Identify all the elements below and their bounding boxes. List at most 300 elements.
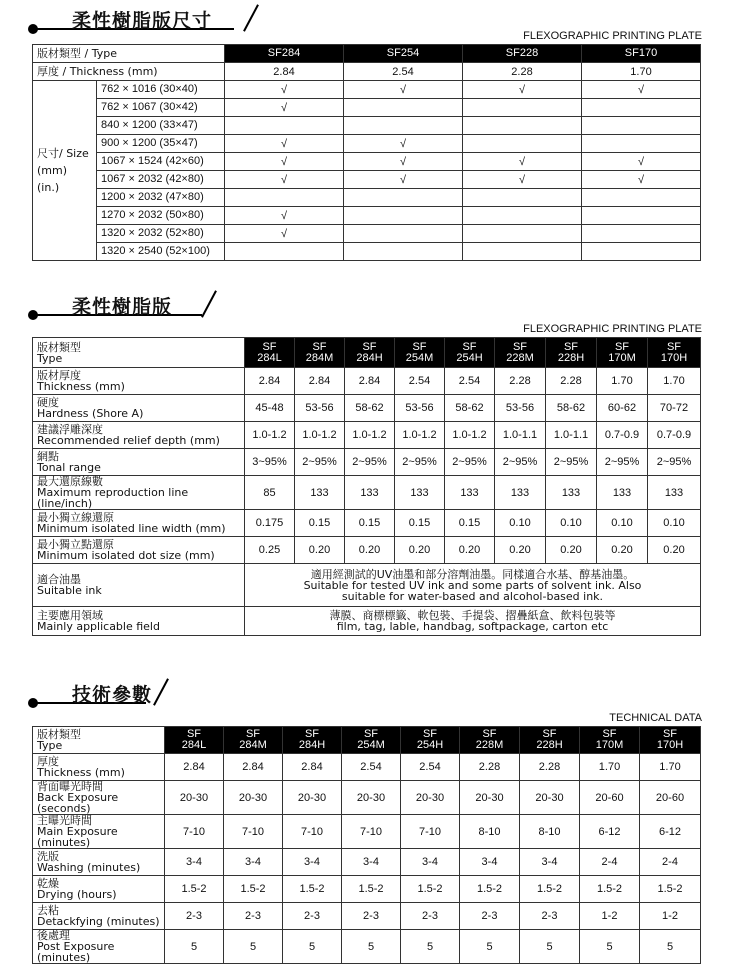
column-header-line: 228H	[536, 739, 563, 751]
check-mark-icon: √	[582, 81, 701, 99]
table-cell: 2-3	[283, 903, 342, 930]
row-label	[33, 537, 245, 564]
check-mark-icon: √	[463, 81, 582, 99]
row-label-en: Back Exposure (seconds)	[37, 791, 119, 815]
table-cell: 2~95%	[495, 449, 546, 476]
table-cell: 53-56	[395, 395, 445, 422]
table-cell: 2.84	[245, 368, 295, 395]
empty-cell	[463, 243, 582, 261]
column-header	[495, 338, 546, 368]
ink-text-zh: 適用經測試的UV油墨和部分溶劑油墨。同樣適合水基、醇基油墨。	[310, 567, 635, 581]
table-row	[33, 189, 701, 207]
size-value: 1270 × 2032 (50×80)	[97, 207, 225, 225]
table-cell: 133	[546, 476, 597, 510]
table-cell: 7-10	[342, 815, 401, 849]
table-cell: 1.70	[580, 754, 640, 781]
section1-subtitle: FLEXOGRAPHIC PRINTING PLATE	[523, 30, 702, 42]
row-label-en: Post Exposure (minutes)	[37, 940, 115, 964]
type-label	[33, 338, 245, 368]
table-row	[33, 243, 701, 261]
column-header-line: 170M	[595, 739, 624, 751]
column-header-line: 170H	[660, 351, 688, 364]
table-cell: 1.0-1.2	[395, 422, 445, 449]
ink-label-zh: 適合油墨	[37, 573, 81, 586]
column-header-line: SF	[304, 728, 320, 740]
technical-data-table	[32, 726, 701, 964]
empty-cell	[582, 135, 701, 153]
check-mark-icon: √	[344, 153, 463, 171]
table-cell: 1.5-2	[460, 876, 520, 903]
section3-title: 技術參數	[72, 684, 153, 706]
empty-cell	[582, 207, 701, 225]
check-mark-icon: √	[344, 81, 463, 99]
table-cell: 1.0-1.1	[546, 422, 597, 449]
table-cell: 0.20	[295, 537, 345, 564]
table-cell: 5	[520, 930, 580, 964]
table-cell: 2.54	[395, 368, 445, 395]
column-header	[295, 338, 345, 368]
table-cell: 1.5-2	[401, 876, 460, 903]
table-cell: 0.175	[245, 510, 295, 537]
table-row	[33, 903, 701, 930]
table-cell: 6-12	[580, 815, 640, 849]
column-header	[460, 727, 520, 754]
empty-cell	[344, 117, 463, 135]
check-mark-icon: √	[582, 171, 701, 189]
row-label-en: Thickness (mm)	[37, 766, 125, 779]
table-cell: 2.28	[495, 368, 546, 395]
table-cell: 1.5-2	[342, 876, 401, 903]
empty-cell	[463, 225, 582, 243]
row-label	[33, 849, 165, 876]
table-cell: 0.20	[495, 537, 546, 564]
table-cell: 3-4	[520, 849, 580, 876]
table-cell: 7-10	[224, 815, 283, 849]
column-header-line: SF	[602, 728, 617, 740]
table-row	[33, 153, 701, 171]
row-label-zh: 硬度	[37, 396, 59, 409]
table-cell: 8-10	[460, 815, 520, 849]
heading-slash-icon	[201, 290, 217, 317]
size-label-line: (in.)	[37, 181, 60, 194]
column-header-line: SF	[422, 728, 438, 740]
row-label	[33, 781, 165, 815]
table-row	[33, 510, 701, 537]
column-header-line: 284M	[305, 351, 334, 364]
column-header-line: 228M	[475, 739, 504, 751]
table-cell: 1.0-1.2	[345, 422, 395, 449]
type-label-en: Type	[37, 351, 63, 365]
column-header-line: SF	[262, 340, 277, 353]
table-row	[33, 135, 701, 153]
field-label	[33, 607, 245, 636]
table-cell: 2.28	[520, 754, 580, 781]
row-label-en: Hardness (Shore A)	[37, 407, 144, 420]
row-label	[33, 930, 165, 964]
table-cell: 133	[395, 476, 445, 510]
empty-cell	[344, 207, 463, 225]
check-mark-icon: √	[225, 135, 344, 153]
table-cell: 0.20	[546, 537, 597, 564]
row-label-zh: 後處理	[37, 929, 70, 942]
column-header	[345, 338, 395, 368]
empty-cell	[463, 135, 582, 153]
table-cell: 2-3	[520, 903, 580, 930]
table-cell: 20-60	[640, 781, 701, 815]
column-header-line: SF	[512, 340, 528, 353]
row-label-zh: 版材厚度	[37, 369, 81, 382]
check-mark-icon: √	[225, 99, 344, 117]
type-label-zh: 版材類型	[37, 728, 81, 741]
column-header-line: 228H	[557, 351, 585, 364]
field-text-zh: 薄膜、商標標籤、軟包裝、手提袋、摺疊紙盒、飲料包裝等	[329, 609, 616, 622]
table-cell: 0.15	[345, 510, 395, 537]
table-cell: 1.5-2	[165, 876, 224, 903]
table-cell: 20-30	[224, 781, 283, 815]
thickness-value: 2.54	[344, 63, 463, 81]
size-value: 840 × 1200 (33×47)	[97, 117, 225, 135]
table-cell: 133	[597, 476, 648, 510]
column-header-line: 254H	[416, 739, 444, 751]
table-cell: 20-30	[165, 781, 224, 815]
column-header-line: 284M	[239, 739, 267, 751]
ink-text-en: Suitable for tested UV ink and some parts of solvent ink. Also suitable for water-based and alcohol-based ink.	[303, 578, 642, 603]
column-header-line: 170M	[608, 351, 636, 364]
ink-label-en: Suitable ink	[37, 584, 102, 597]
column-header-line: SF	[362, 340, 377, 353]
table-cell: 2.84	[283, 754, 342, 781]
row-label	[33, 368, 245, 395]
table-cell: 8-10	[520, 815, 580, 849]
table-cell: 7-10	[401, 815, 460, 849]
row-label-zh: 最小獨立點還原	[37, 538, 114, 551]
row-label	[33, 476, 245, 510]
row-label	[33, 449, 245, 476]
section2-subtitle: FLEXOGRAPHIC PRINTING PLATE	[523, 323, 702, 335]
empty-cell	[463, 99, 582, 117]
table-cell: 2.84	[295, 368, 345, 395]
row-label-zh: 最小獨立線還原	[37, 511, 114, 524]
table-cell: 0.15	[445, 510, 495, 537]
check-mark-icon: √	[225, 225, 344, 243]
check-mark-icon: √	[225, 171, 344, 189]
column-header-line: 284H	[356, 351, 383, 364]
empty-cell	[463, 207, 582, 225]
empty-cell	[225, 189, 344, 207]
size-value: 1067 × 2032 (42×80)	[97, 171, 225, 189]
table-cell: 1-2	[580, 903, 640, 930]
column-header-line: SF	[662, 728, 678, 740]
size-table	[32, 44, 701, 261]
table-row	[33, 368, 701, 395]
table-cell: 3-4	[460, 849, 520, 876]
column-header-line: 254M	[357, 739, 385, 751]
empty-cell	[582, 99, 701, 117]
section3-heading	[28, 680, 188, 710]
size-value: 1320 × 2032 (52×80)	[97, 225, 225, 243]
size-value: 900 × 1200 (35×47)	[97, 135, 225, 153]
table-cell: 133	[295, 476, 345, 510]
table-cell: 58-62	[546, 395, 597, 422]
size-rows	[33, 81, 701, 261]
thickness-value: 2.28	[463, 63, 582, 81]
table-cell: 0.10	[495, 510, 546, 537]
type-label-zh: 版材類型	[37, 340, 81, 354]
table-cell: 2-3	[165, 903, 224, 930]
table-cell: 53-56	[495, 395, 546, 422]
table-cell: 6-12	[640, 815, 701, 849]
table-cell: 2-3	[342, 903, 401, 930]
table-cell: 2.28	[460, 754, 520, 781]
size-value: 1067 × 1524 (42×60)	[97, 153, 225, 171]
table-cell: 5	[224, 930, 283, 964]
check-mark-icon: √	[344, 171, 463, 189]
thickness-value: 1.70	[582, 63, 701, 81]
row-label-zh: 最大還原線數	[37, 475, 103, 488]
table-cell: 133	[345, 476, 395, 510]
table-cell: 133	[495, 476, 546, 510]
empty-cell	[344, 243, 463, 261]
size-value: 762 × 1067 (30×42)	[97, 99, 225, 117]
table-cell: 3-4	[401, 849, 460, 876]
column-header	[445, 338, 495, 368]
check-mark-icon: √	[582, 153, 701, 171]
table-row	[33, 81, 701, 99]
table-row	[33, 607, 701, 636]
table-row	[33, 815, 701, 849]
column-header-line: 284H	[298, 739, 326, 751]
table-cell: 1.5-2	[640, 876, 701, 903]
table-row	[33, 395, 701, 422]
empty-cell	[344, 225, 463, 243]
empty-cell	[582, 117, 701, 135]
column-header	[580, 727, 640, 754]
table-cell: 60-62	[597, 395, 648, 422]
table-cell: 20-60	[580, 781, 640, 815]
spec-rows	[33, 368, 701, 564]
ink-label	[33, 564, 245, 607]
table-cell: 2-4	[640, 849, 701, 876]
table-cell: 45-48	[245, 395, 295, 422]
thickness-label: 厚度 / Thickness (mm)	[33, 63, 225, 81]
table-cell: 2~95%	[345, 449, 395, 476]
table-cell: 0.20	[445, 537, 495, 564]
table-cell: 1.70	[597, 368, 648, 395]
table-cell: 0.10	[597, 510, 648, 537]
column-header-line: 228M	[506, 351, 534, 364]
table-cell: 85	[245, 476, 295, 510]
table-cell: 1.5-2	[283, 876, 342, 903]
table-row	[33, 476, 701, 510]
table-cell: 0.15	[395, 510, 445, 537]
table-row	[33, 338, 701, 368]
column-header	[245, 338, 295, 368]
type-label: 版材類型 / Type	[33, 45, 225, 63]
row-label-en: Washing (minutes)	[37, 861, 141, 874]
table-cell: 2~95%	[445, 449, 495, 476]
row-label-zh: 網點	[37, 450, 59, 463]
column-header-line: SF	[363, 728, 379, 740]
field-description	[245, 607, 701, 636]
check-mark-icon: √	[463, 171, 582, 189]
size-value: 762 × 1016 (30×40)	[97, 81, 225, 99]
table-row	[33, 207, 701, 225]
column-header: SF284	[225, 45, 344, 63]
row-label	[33, 815, 165, 849]
row-label	[33, 903, 165, 930]
table-cell: 1.0-1.1	[495, 422, 546, 449]
column-header: SF254	[344, 45, 463, 63]
column-header-line: 254M	[405, 351, 434, 364]
check-mark-icon: √	[225, 153, 344, 171]
table-cell: 3-4	[224, 849, 283, 876]
section2-heading	[28, 292, 238, 322]
column-header-line: SF	[312, 340, 327, 353]
table-row	[33, 45, 701, 63]
size-value: 1200 × 2032 (47×80)	[97, 189, 225, 207]
type-label	[33, 727, 165, 754]
table-row	[33, 754, 701, 781]
row-label-en: Main Exposure (minutes)	[37, 825, 118, 849]
row-label	[33, 754, 165, 781]
table-cell: 2~95%	[395, 449, 445, 476]
column-header-line: SF	[563, 340, 579, 353]
table-cell: 58-62	[345, 395, 395, 422]
column-header	[342, 727, 401, 754]
table-cell: 20-30	[342, 781, 401, 815]
row-label-en: Minimum isolated line width (mm)	[37, 522, 226, 535]
empty-cell	[344, 99, 463, 117]
table-row	[33, 449, 701, 476]
table-cell: 5	[165, 930, 224, 964]
table-cell: 1.0-1.2	[295, 422, 345, 449]
row-label	[33, 876, 165, 903]
table-cell: 1-2	[640, 903, 701, 930]
row-label	[33, 422, 245, 449]
column-header-line: 284L	[181, 739, 207, 751]
table-row	[33, 171, 701, 189]
table-cell: 2~95%	[648, 449, 701, 476]
table-row	[33, 537, 701, 564]
row-label-zh: 洗版	[37, 850, 59, 863]
row-label-en: Minimum isolated dot size (mm)	[37, 549, 215, 562]
column-header-line: SF	[245, 728, 261, 740]
heading-slash-icon	[153, 678, 169, 705]
row-label-zh: 乾燥	[37, 877, 59, 890]
table-row	[33, 63, 701, 81]
table-row	[33, 781, 701, 815]
table-cell: 7-10	[165, 815, 224, 849]
table-cell: 1.70	[648, 368, 701, 395]
table-cell: 1.5-2	[520, 876, 580, 903]
section3-subtitle: TECHNICAL DATA	[609, 712, 702, 724]
column-header-line: 170H	[656, 739, 684, 751]
row-label-en: Maximum reproduction line (line/inch)	[37, 486, 189, 510]
section1-heading	[28, 6, 248, 36]
row-label-zh: 主曝光時間	[37, 814, 92, 827]
size-label-line: (mm)	[37, 164, 68, 177]
check-mark-icon: √	[225, 81, 344, 99]
empty-cell	[225, 243, 344, 261]
row-label-en: Drying (hours)	[37, 888, 117, 901]
table-cell: 5	[460, 930, 520, 964]
row-label-zh: 去粘	[37, 904, 59, 917]
table-cell: 3-4	[342, 849, 401, 876]
table-cell: 2.84	[345, 368, 395, 395]
table-cell: 5	[401, 930, 460, 964]
row-label-en: Thickness (mm)	[37, 380, 125, 393]
table-cell: 2~95%	[546, 449, 597, 476]
table-cell: 2-4	[580, 849, 640, 876]
table-cell: 7-10	[283, 815, 342, 849]
table-cell: 0.10	[546, 510, 597, 537]
column-header	[640, 727, 701, 754]
table-row	[33, 564, 701, 607]
table-cell: 1.0-1.2	[445, 422, 495, 449]
empty-cell	[582, 225, 701, 243]
table-cell: 0.7-0.9	[597, 422, 648, 449]
table-cell: 20-30	[283, 781, 342, 815]
table-cell: 2.54	[445, 368, 495, 395]
table-cell: 3-4	[283, 849, 342, 876]
table-row	[33, 117, 701, 135]
column-header	[395, 338, 445, 368]
table-cell: 133	[648, 476, 701, 510]
column-header	[224, 727, 283, 754]
empty-cell	[582, 243, 701, 261]
table-cell: 2.28	[546, 368, 597, 395]
column-header	[648, 338, 701, 368]
table-cell: 1.5-2	[580, 876, 640, 903]
table-cell: 5	[283, 930, 342, 964]
column-header	[546, 338, 597, 368]
column-header-line: 254H	[456, 351, 483, 364]
table-cell: 0.20	[597, 537, 648, 564]
table-cell: 2.54	[342, 754, 401, 781]
table-cell: 20-30	[520, 781, 580, 815]
table-cell: 2.54	[401, 754, 460, 781]
table-cell: 20-30	[460, 781, 520, 815]
table-cell: 0.25	[245, 537, 295, 564]
check-mark-icon: √	[225, 207, 344, 225]
field-label-zh: 主要應用領域	[37, 609, 103, 622]
table-cell: 1.5-2	[224, 876, 283, 903]
column-header-line: SF	[542, 728, 557, 740]
thickness-value: 2.84	[225, 63, 344, 81]
column-header-line: SF	[614, 340, 630, 353]
table-cell: 3-4	[165, 849, 224, 876]
column-header: SF228	[463, 45, 582, 63]
table-cell: 53-56	[295, 395, 345, 422]
row-label-en: Detackfying (minutes)	[37, 915, 160, 928]
table-cell: 2-3	[401, 903, 460, 930]
check-mark-icon: √	[344, 135, 463, 153]
table-cell: 2.84	[224, 754, 283, 781]
row-label-zh: 厚度	[37, 755, 59, 768]
table-cell: 2-3	[460, 903, 520, 930]
column-header-line: SF	[666, 340, 682, 353]
column-header	[401, 727, 460, 754]
row-label	[33, 510, 245, 537]
size-label	[33, 81, 97, 261]
empty-cell	[463, 117, 582, 135]
empty-cell	[225, 117, 344, 135]
column-header-line: 284L	[257, 351, 282, 364]
table-cell: 5	[342, 930, 401, 964]
table-cell: 58-62	[445, 395, 495, 422]
table-row	[33, 422, 701, 449]
table-row	[33, 99, 701, 117]
